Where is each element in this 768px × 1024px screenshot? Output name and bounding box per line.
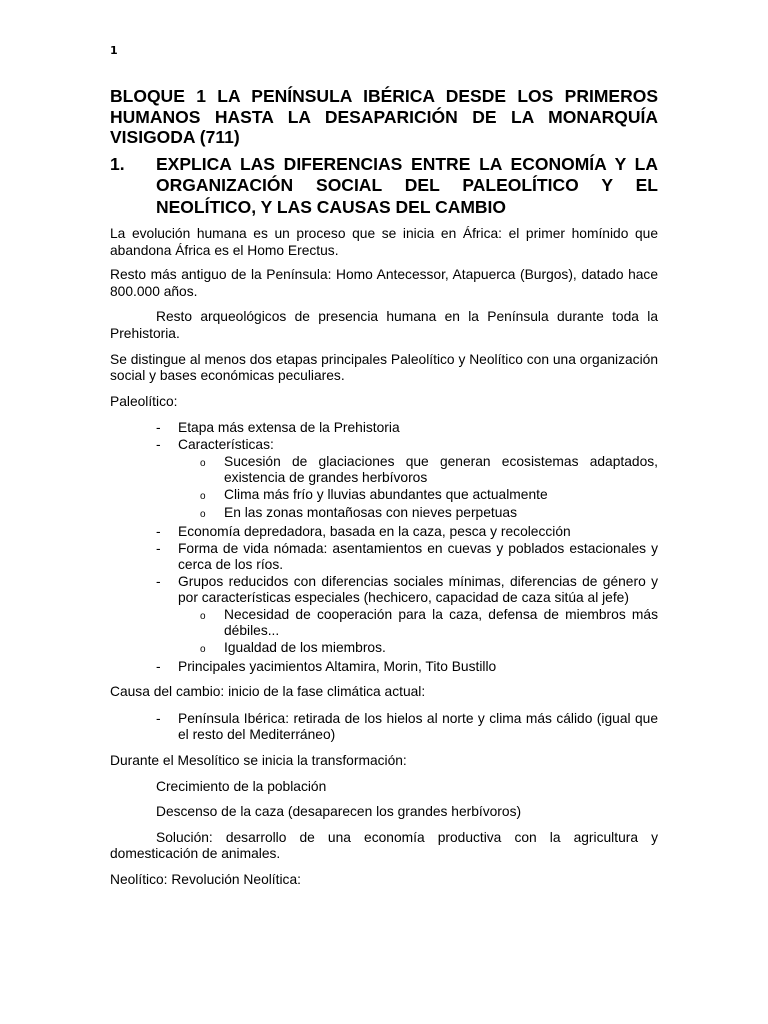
mesolitico-line: Descenso de la caza (desaparecen los grandes herbívoros): [156, 804, 522, 820]
circle-bullet-icon: o: [200, 490, 206, 502]
paragraph-archaeological: Resto arqueológicos de presencia humana en la Península durante toda la Prehistoria.: [110, 309, 658, 341]
list-item: - Características: o Sucesión de glaciaciones que generan ecosistemas adaptados, existencia de grandes herbívoros o Clima más frío y lluvias abundantes que actualmente o En las zonas montañosas con nieves perpetuas: [110, 437, 658, 524]
dash-marker: -: [156, 658, 161, 674]
list-item: - Principales yacimientos Altamira, Morin, Tito Bustillo: [156, 658, 497, 674]
causa-list: [110, 711, 658, 744]
list-item: - Grupos reducidos con diferencias sociales mínimas, diferencias de género y por características especiales (hechicero, capacidad de caza sitúa al jefe) o Necesidad de cooperación para la caza, defensa de miembros más débiles... o Igualdad de los miembros.: [110, 574, 658, 659]
list-item: - Forma de vida nómada: asentamientos en cuevas y poblados estacionales y cerca de los ríos.: [156, 540, 658, 573]
grupos-sublist: [178, 607, 658, 659]
sub-list-item: o Sucesión de glaciaciones que generan ecosistemas adaptados, existencia de grandes herbívoros: [200, 453, 658, 486]
mesolitico-line: Solución: desarrollo de una economía productiva con la agricultura y domesticación de animales.: [110, 829, 658, 862]
caracteristicas-sublist: [178, 454, 658, 524]
list-item: - Península Ibérica: retirada de los hielos al norte y clima más cálido (igual que el resto del Mediterráneo): [156, 710, 658, 743]
circle-bullet-icon: o: [200, 644, 206, 656]
neolitico-heading: Neolítico: Revolución Neolítica:: [110, 872, 301, 887]
dash-marker: -: [156, 573, 161, 589]
dash-marker: -: [156, 523, 161, 539]
dash-marker: -: [156, 710, 161, 726]
paragraph-stages: Se distingue al menos dos etapas principales Paleolítico y Neolítico con una organización social y bases económicas peculiares.: [110, 351, 658, 384]
dash-marker: -: [156, 436, 161, 452]
section-number: 1.: [110, 153, 125, 174]
sub-list-item: o Igualdad de los miembros.: [178, 640, 658, 659]
block-title: BLOQUE 1 LA PENÍNSULA IBÉRICA DESDE LOS PRIMEROS HUMANOS HASTA LA DESAPARICIÓN DE LA MONARQUÍA VISIGODA (711): [110, 86, 658, 147]
sub-list-item: o Necesidad de cooperación para la caza, defensa de miembros más débiles...: [200, 606, 658, 639]
paleolitico-list: [110, 420, 658, 675]
paleolitico-heading: Paleolítico:: [110, 393, 178, 409]
dash-marker: -: [156, 540, 161, 556]
paragraph-oldest-remains: Resto más antiguo de la Península: Homo Antecessor, Atapuerca (Burgos), datado hace 800.000 años.: [110, 267, 658, 299]
sub-list-item: o En las zonas montañosas con nieves perpetuas: [178, 505, 658, 524]
circle-bullet-icon: o: [200, 457, 206, 469]
section-heading: [110, 154, 658, 219]
mesolitico-line: Crecimiento de la población: [156, 778, 327, 794]
mesolitico-heading: Durante el Mesolítico se inicia la transformación:: [110, 753, 407, 769]
section-title: EXPLICA LAS DIFERENCIAS ENTRE LA ECONOMÍA Y LA ORGANIZACIÓN SOCIAL DEL PALEOLÍTICO Y EL NEOLÍTICO, Y LAS CAUSAS DEL CAMBIO: [156, 153, 658, 217]
paragraph-intro: La evolución humana es un proceso que se inicia en África: el primer homínido que abandona África es el Homo Erectus.: [110, 226, 658, 258]
sub-list-item: o Clima más frío y lluvias abundantes que actualmente: [178, 487, 658, 506]
causa-heading: Causa del cambio: inicio de la fase climática actual:: [110, 684, 426, 700]
circle-bullet-icon: o: [200, 610, 206, 622]
circle-bullet-icon: o: [200, 509, 206, 521]
list-item: - Etapa más extensa de la Prehistoria: [156, 420, 400, 436]
dash-marker: -: [156, 420, 161, 436]
list-item: - Economía depredadora, basada en la caza, pesca y recolección: [156, 523, 571, 539]
page-number: 1: [110, 44, 118, 57]
document-body: [110, 86, 658, 889]
